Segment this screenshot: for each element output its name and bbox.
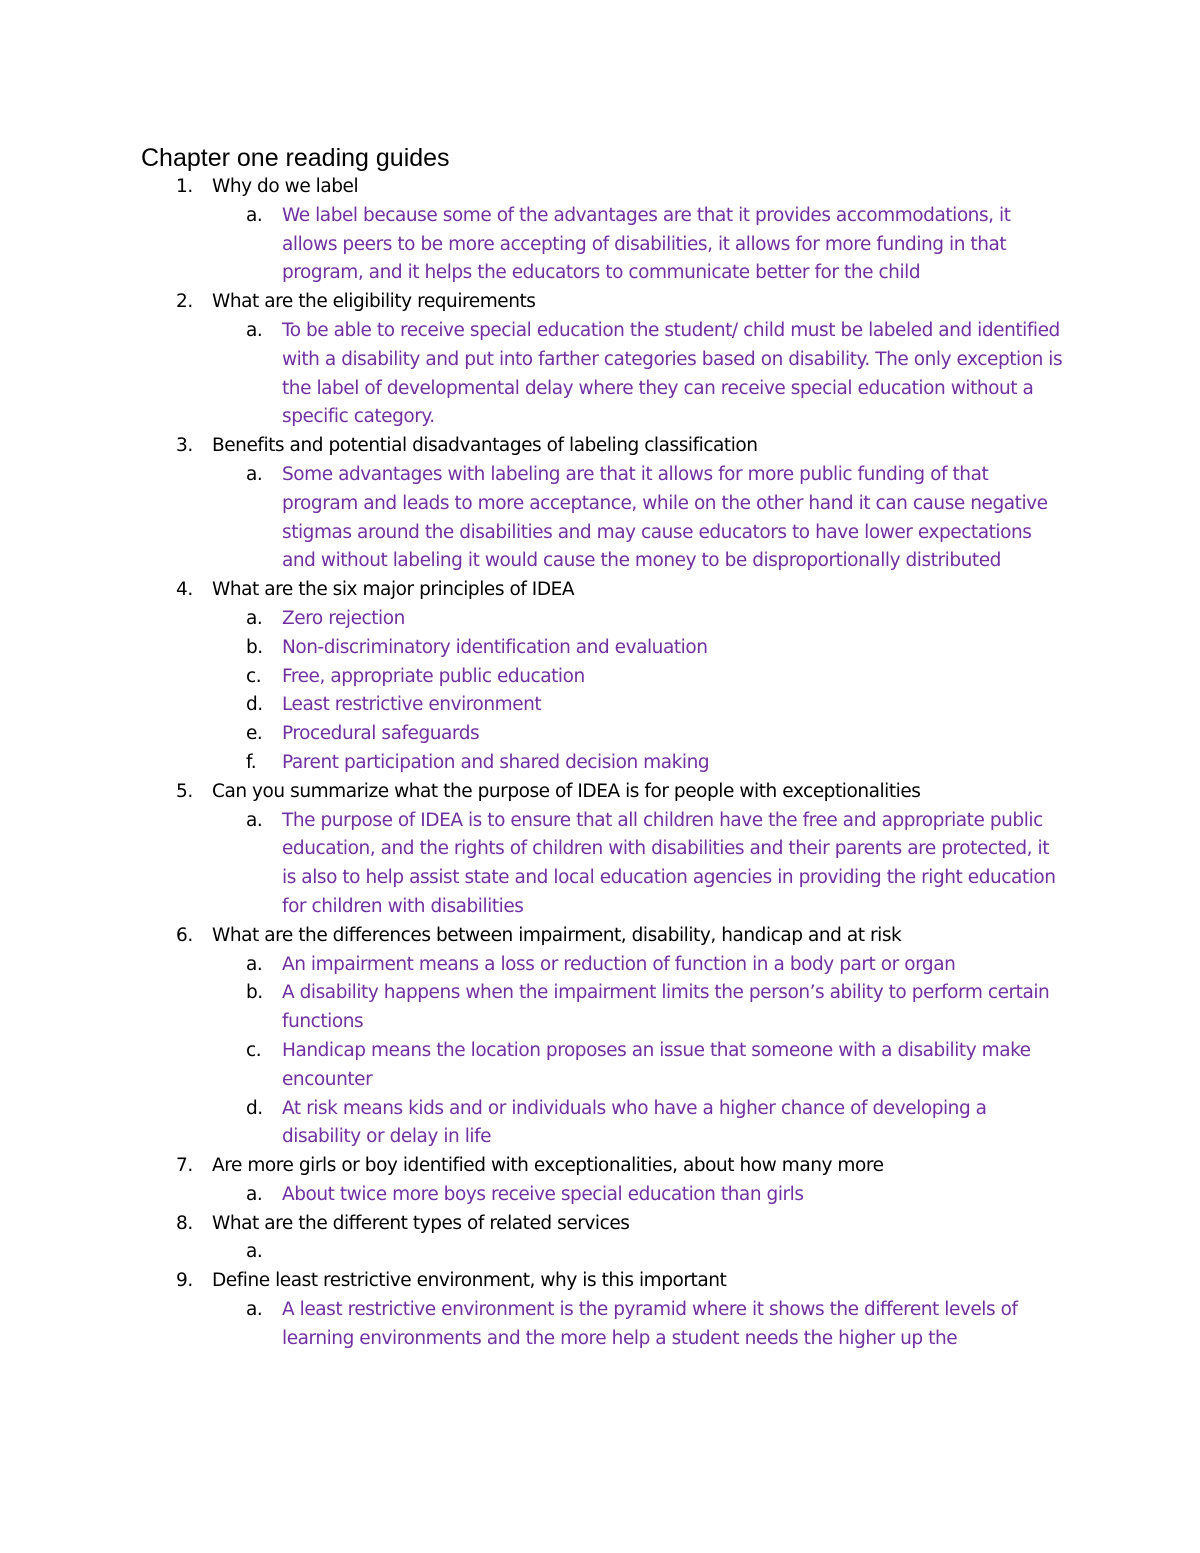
answer-letter: a. [246, 463, 263, 485]
answer-item [0, 720, 1200, 749]
answer-letter: f. [246, 751, 257, 773]
question-number: 7. [176, 1155, 193, 1177]
answer-text: Parent participation and shared decision making [282, 751, 710, 773]
question-text: Can you summarize what the purpose of IDEA is for people with exceptionalities [212, 780, 921, 802]
answer-text: A least restrictive environment is the pyramid where it shows the different levels of learning environments and the more help a student needs the higher up the [282, 1299, 1018, 1349]
question-number: 4. [176, 579, 193, 601]
answer-text: Some advantages with labeling are that it allows for more public funding of that program and leads to more acceptance, while on the other hand it can cause negative stigmas around the disabilities and may cause educators to have lower expectations and without labeling it would cause the money to be disproportionally distributed [282, 463, 1048, 572]
answer-item [0, 691, 1200, 720]
question-number: 9. [176, 1270, 193, 1292]
answer-item [0, 807, 1200, 922]
answer-text: To be able to receive special education the student/ child must be labeled and identified with a disability and put into farther categories based on disability. The only exception is the label of developmental delay where they can receive special education without a specific category. [282, 319, 1063, 428]
answer-item [0, 1238, 1200, 1267]
answer-item [0, 1037, 1200, 1095]
answer-item [0, 634, 1200, 663]
answer-letter: a. [246, 204, 263, 226]
question-item [0, 576, 1200, 605]
answer-text: Least restrictive environment [282, 694, 542, 716]
answer-letter: c. [246, 1039, 262, 1061]
question-item [0, 778, 1200, 807]
answer-text: Zero rejection [282, 607, 405, 629]
question-number: 1. [176, 176, 193, 197]
answer-text: Procedural safeguards [282, 723, 480, 745]
answer-letter: a. [246, 607, 263, 629]
question-text: Define least restrictive environment, why is this important [212, 1270, 727, 1292]
question-text: Are more girls or boy identified with exceptionalities, about how many more [212, 1155, 884, 1177]
answer-text: The purpose of IDEA is to ensure that all children have the free and appropriate public education, and the rights of children with disabilities and their parents are protected, it is also to help assist state and local education agencies in providing the right education for children with disabilities [282, 809, 1056, 917]
answer-item [0, 951, 1200, 980]
answer-text: An impairment means a loss or reduction of function in a body part or organ [282, 953, 956, 975]
answer-item [0, 749, 1200, 778]
answer-item [0, 663, 1200, 692]
answer-text: At risk means kids and or individuals who have a higher chance of developing a disability or delay in life [282, 1097, 987, 1148]
question-number: 2. [176, 291, 193, 313]
answer-item [0, 1296, 1200, 1354]
question-number: 8. [176, 1212, 193, 1234]
question-text: Why do we label [212, 176, 359, 197]
answer-text: Free, appropriate public education [282, 665, 585, 687]
answer-text: A disability happens when the impairment limits the person’s ability to perform certain functions [282, 982, 1050, 1033]
answer-letter: b. [246, 982, 263, 1004]
page-title: Chapter one reading guides [141, 144, 450, 172]
answer-item [0, 1095, 1200, 1153]
answer-text: We label because some of the advantages are that it provides accommodations, it allows peers to be more accepting of disabilities, it allows for more funding in that program, and it helps the educators to communicate better for the child [282, 204, 1011, 284]
question-text: What are the six major principles of IDEA [212, 579, 575, 601]
question-number: 6. [176, 924, 193, 946]
question-item [0, 1152, 1200, 1181]
answer-item [0, 605, 1200, 634]
answer-letter: c. [246, 665, 262, 687]
answer-letter: a. [246, 953, 263, 975]
question-item [0, 1267, 1200, 1296]
answer-letter: e. [246, 723, 263, 745]
question-item [0, 1210, 1200, 1239]
answer-text: Handicap means the location proposes an issue that someone with a disability make encounter [282, 1039, 1031, 1090]
answer-item [0, 461, 1200, 576]
answer-item [0, 979, 1200, 1037]
question-item [0, 922, 1200, 951]
answer-letter: a. [246, 319, 263, 341]
question-number: 3. [176, 435, 193, 457]
answer-text: Non-discriminatory identification and evaluation [282, 636, 708, 658]
answer-letter: a. [246, 1241, 263, 1263]
answer-letter: d. [246, 1097, 263, 1119]
question-item [0, 173, 1200, 202]
question-list [0, 173, 1200, 1354]
answer-item [0, 317, 1200, 432]
question-text: What are the different types of related services [212, 1212, 630, 1234]
question-number: 5. [176, 780, 193, 802]
answer-item [0, 202, 1200, 288]
question-item [0, 288, 1200, 317]
question-item [0, 432, 1200, 461]
question-text: What are the differences between impairment, disability, handicap and at risk [212, 924, 902, 946]
answer-letter: a. [246, 809, 263, 831]
answer-letter: b. [246, 636, 263, 658]
answer-text: About twice more boys receive special education than girls [282, 1183, 804, 1205]
answer-letter: a. [246, 1299, 263, 1321]
answer-letter: d. [246, 694, 263, 716]
question-text: What are the eligibility requirements [212, 291, 536, 313]
question-text: Benefits and potential disadvantages of labeling classification [212, 435, 758, 457]
answer-item [0, 1181, 1200, 1210]
answer-letter: a. [246, 1183, 263, 1205]
